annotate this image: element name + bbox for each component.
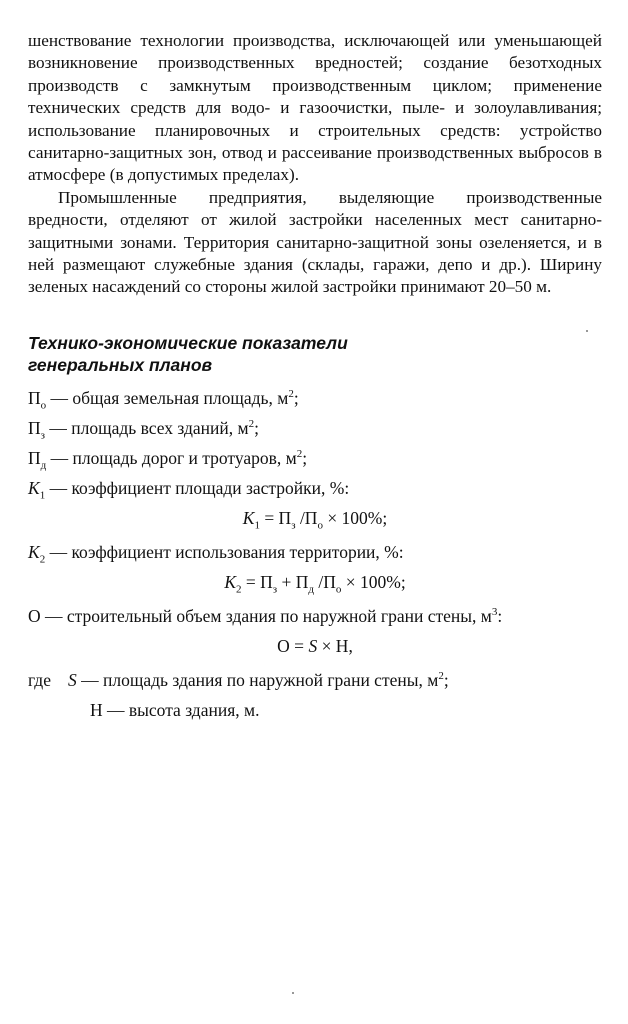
body-text xyxy=(28,30,602,299)
definition-s: где S — площадь здания по наружной грани стены, $м^2$; xyxy=(28,669,449,690)
definition-pz: $П_з$ — площадь всех зданий, $м^2$; xyxy=(28,417,259,442)
definition-k2: $K_2$ — коэффициент использования территории, %: xyxy=(28,541,404,566)
paragraph-continued: шенствование технологии производства, исключающей или уменьшающей возникновение производственных вредностей; создание безотходных производств с замкнутым производственным циклом; применение технических средств для водо- и газоочистки, пыле- и золоулавливания; использование планировочных и строительных средств: устройство санитарно-защитных зон, отвод и рассеивание производственных выбросов в атмосфере (в допустимых пределах). xyxy=(28,31,602,185)
definition-o: О — строительный объем здания по наружной грани стены, $м^3$: xyxy=(28,605,503,626)
definition-h: Н — высота здания, м. xyxy=(90,699,260,720)
formula-k1: $K_1 = П_з$ $/П_о \times 100\%$; xyxy=(242,507,388,532)
definition-po: $П_о$ — общая земельная площадь, $м^2$; xyxy=(28,387,299,412)
section-heading-line-2: генеральных планов xyxy=(28,354,213,375)
where-label: где xyxy=(28,669,51,690)
definitions-list xyxy=(28,386,602,722)
definition-k1: $K_1$ — коэффициент площади застройки, %: xyxy=(28,477,350,502)
paragraph-industrial-enterprises: Промышленные предприятия, выделяющие производственные вредности, отделяют от жилой застройки населенных мест санитарно-защитными зонами. Территория санитарно-защитной зоны озеленяется, и в ней размещают служебные здания (склады, гаражи, депо и др.). Ширину зеленых насаждений со стороны жилой застройки принимают 20–50 м. xyxy=(28,187,602,297)
section-heading xyxy=(28,332,602,376)
definition-pd: $П_д$ — площадь дорог и тротуаров, $м^2$; xyxy=(28,447,308,472)
scan-speck xyxy=(586,330,588,332)
formula-k2: $K_2 = П_з + П_д$ $/П_о \times 100\%$; xyxy=(224,571,406,596)
section-heading-line-1: Технико-экономические показатели xyxy=(28,332,348,353)
page xyxy=(28,30,602,728)
formula-o: О = S × Н, xyxy=(277,635,353,656)
scan-speck xyxy=(292,992,294,994)
